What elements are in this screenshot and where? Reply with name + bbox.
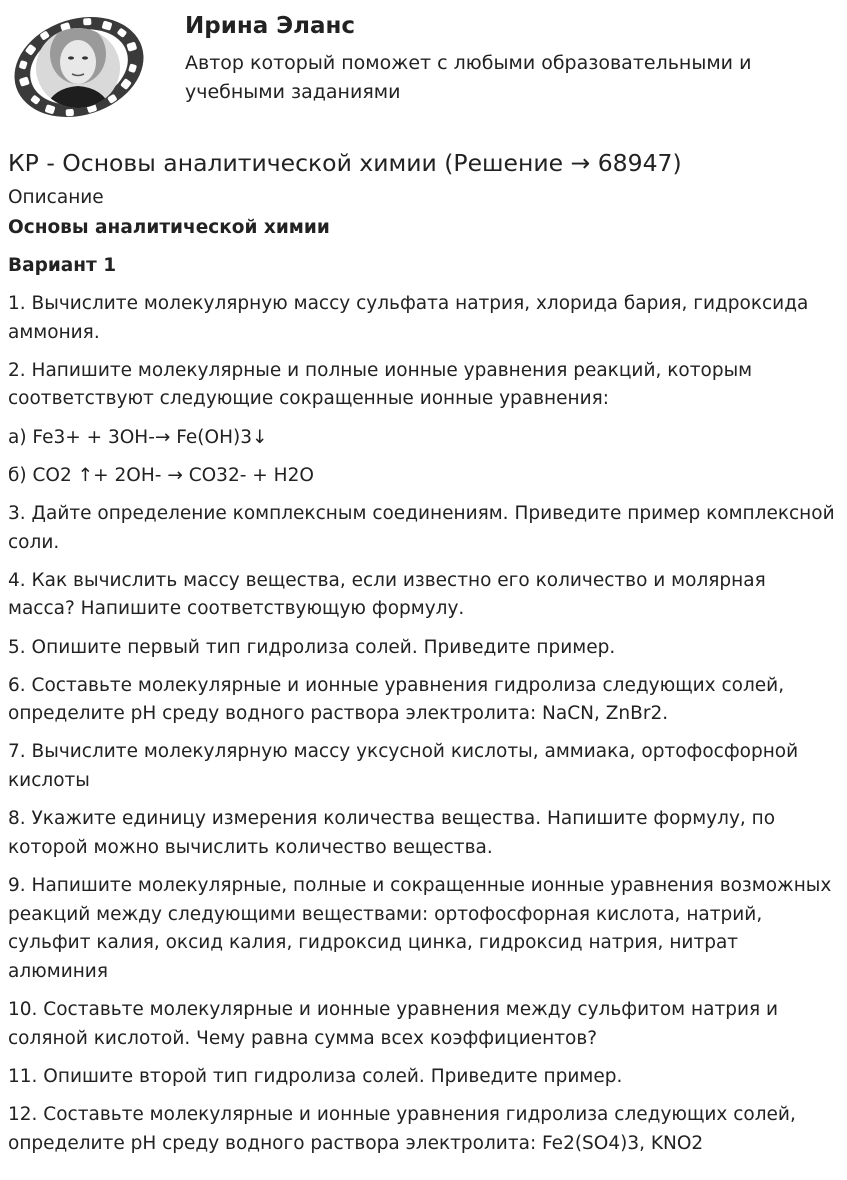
question-6: 6. Составьте молекулярные и ионные уравнения гидролиза следующих солей, определите pH среду водного раствора электролита: NaCN, ZnBr2. bbox=[8, 674, 785, 725]
variant-heading: Вариант 1 bbox=[8, 255, 117, 276]
description-label: Описание bbox=[8, 187, 104, 208]
question-2a: а) Fe3+ + 3OH-→ Fe(OH)3↓ bbox=[8, 426, 268, 448]
question-4: 4. Как вычислить массу вещества, если известно его количество и молярная масса? Напишите соответствующую формулу. bbox=[8, 569, 766, 620]
document-content bbox=[8, 146, 838, 1168]
page-title: КР - Основы аналитической химии (Решение → 68947) bbox=[8, 149, 682, 177]
question-3: 3. Дайте определение комплексным соединениям. Приведите пример комплексной соли. bbox=[8, 502, 835, 553]
question-5: 5. Опишите первый тип гидролиза солей. Приведите пример. bbox=[8, 636, 616, 658]
question-2b: б) CO2 ↑+ 2OH- → CO32- + H2O bbox=[8, 464, 314, 486]
author-description: Автор который поможет с любыми образовательными и учебными заданиями bbox=[185, 52, 752, 103]
question-11: 11. Опишите второй тип гидролиза солей. Приведите пример. bbox=[8, 1065, 623, 1087]
question-8: 8. Укажите единицу измерения количества вещества. Напишите формулу, по которой можно вычислить количество вещества. bbox=[8, 808, 776, 858]
subject-heading: Основы аналитической химии bbox=[8, 217, 330, 238]
author-header bbox=[0, 0, 847, 135]
question-2: 2. Напишите молекулярные и полные ионные уравнения реакций, которым соответствуют следующие сокращенные ионные уравнения: bbox=[8, 359, 753, 410]
question-10: 10. Составьте молекулярные и ионные уравнения между сульфитом натрия и соляной кислотой. Чему равна сумма всех коэффициентов? bbox=[8, 999, 779, 1049]
question-9: 9. Напишите молекулярные, полные и сокращенные ионные уравнения возможных реакций между следующими веществами: ортофосфорная кислота, натрий, сульфит калия, оксид калия, гидроксид цинка, гидроксид натрия, нитрат алюминия bbox=[8, 875, 832, 982]
film-frame-portrait-icon bbox=[8, 8, 150, 126]
question-1: 1. Вычислите молекулярную массу сульфата натрия, хлорида бария, гидроксида аммония. bbox=[8, 293, 809, 343]
question-7: 7. Вычислите молекулярную массу уксусной кислоты, аммиака, ортофосфорной кислоты bbox=[8, 741, 799, 792]
author-name: Ирина Эланс bbox=[185, 13, 356, 39]
question-12: 12. Составьте молекулярные и ионные уравнения гидролиза следующих солей, определите pH среду водного раствора электролита: Fe2(SO4)3, KNO2 bbox=[8, 1103, 796, 1154]
